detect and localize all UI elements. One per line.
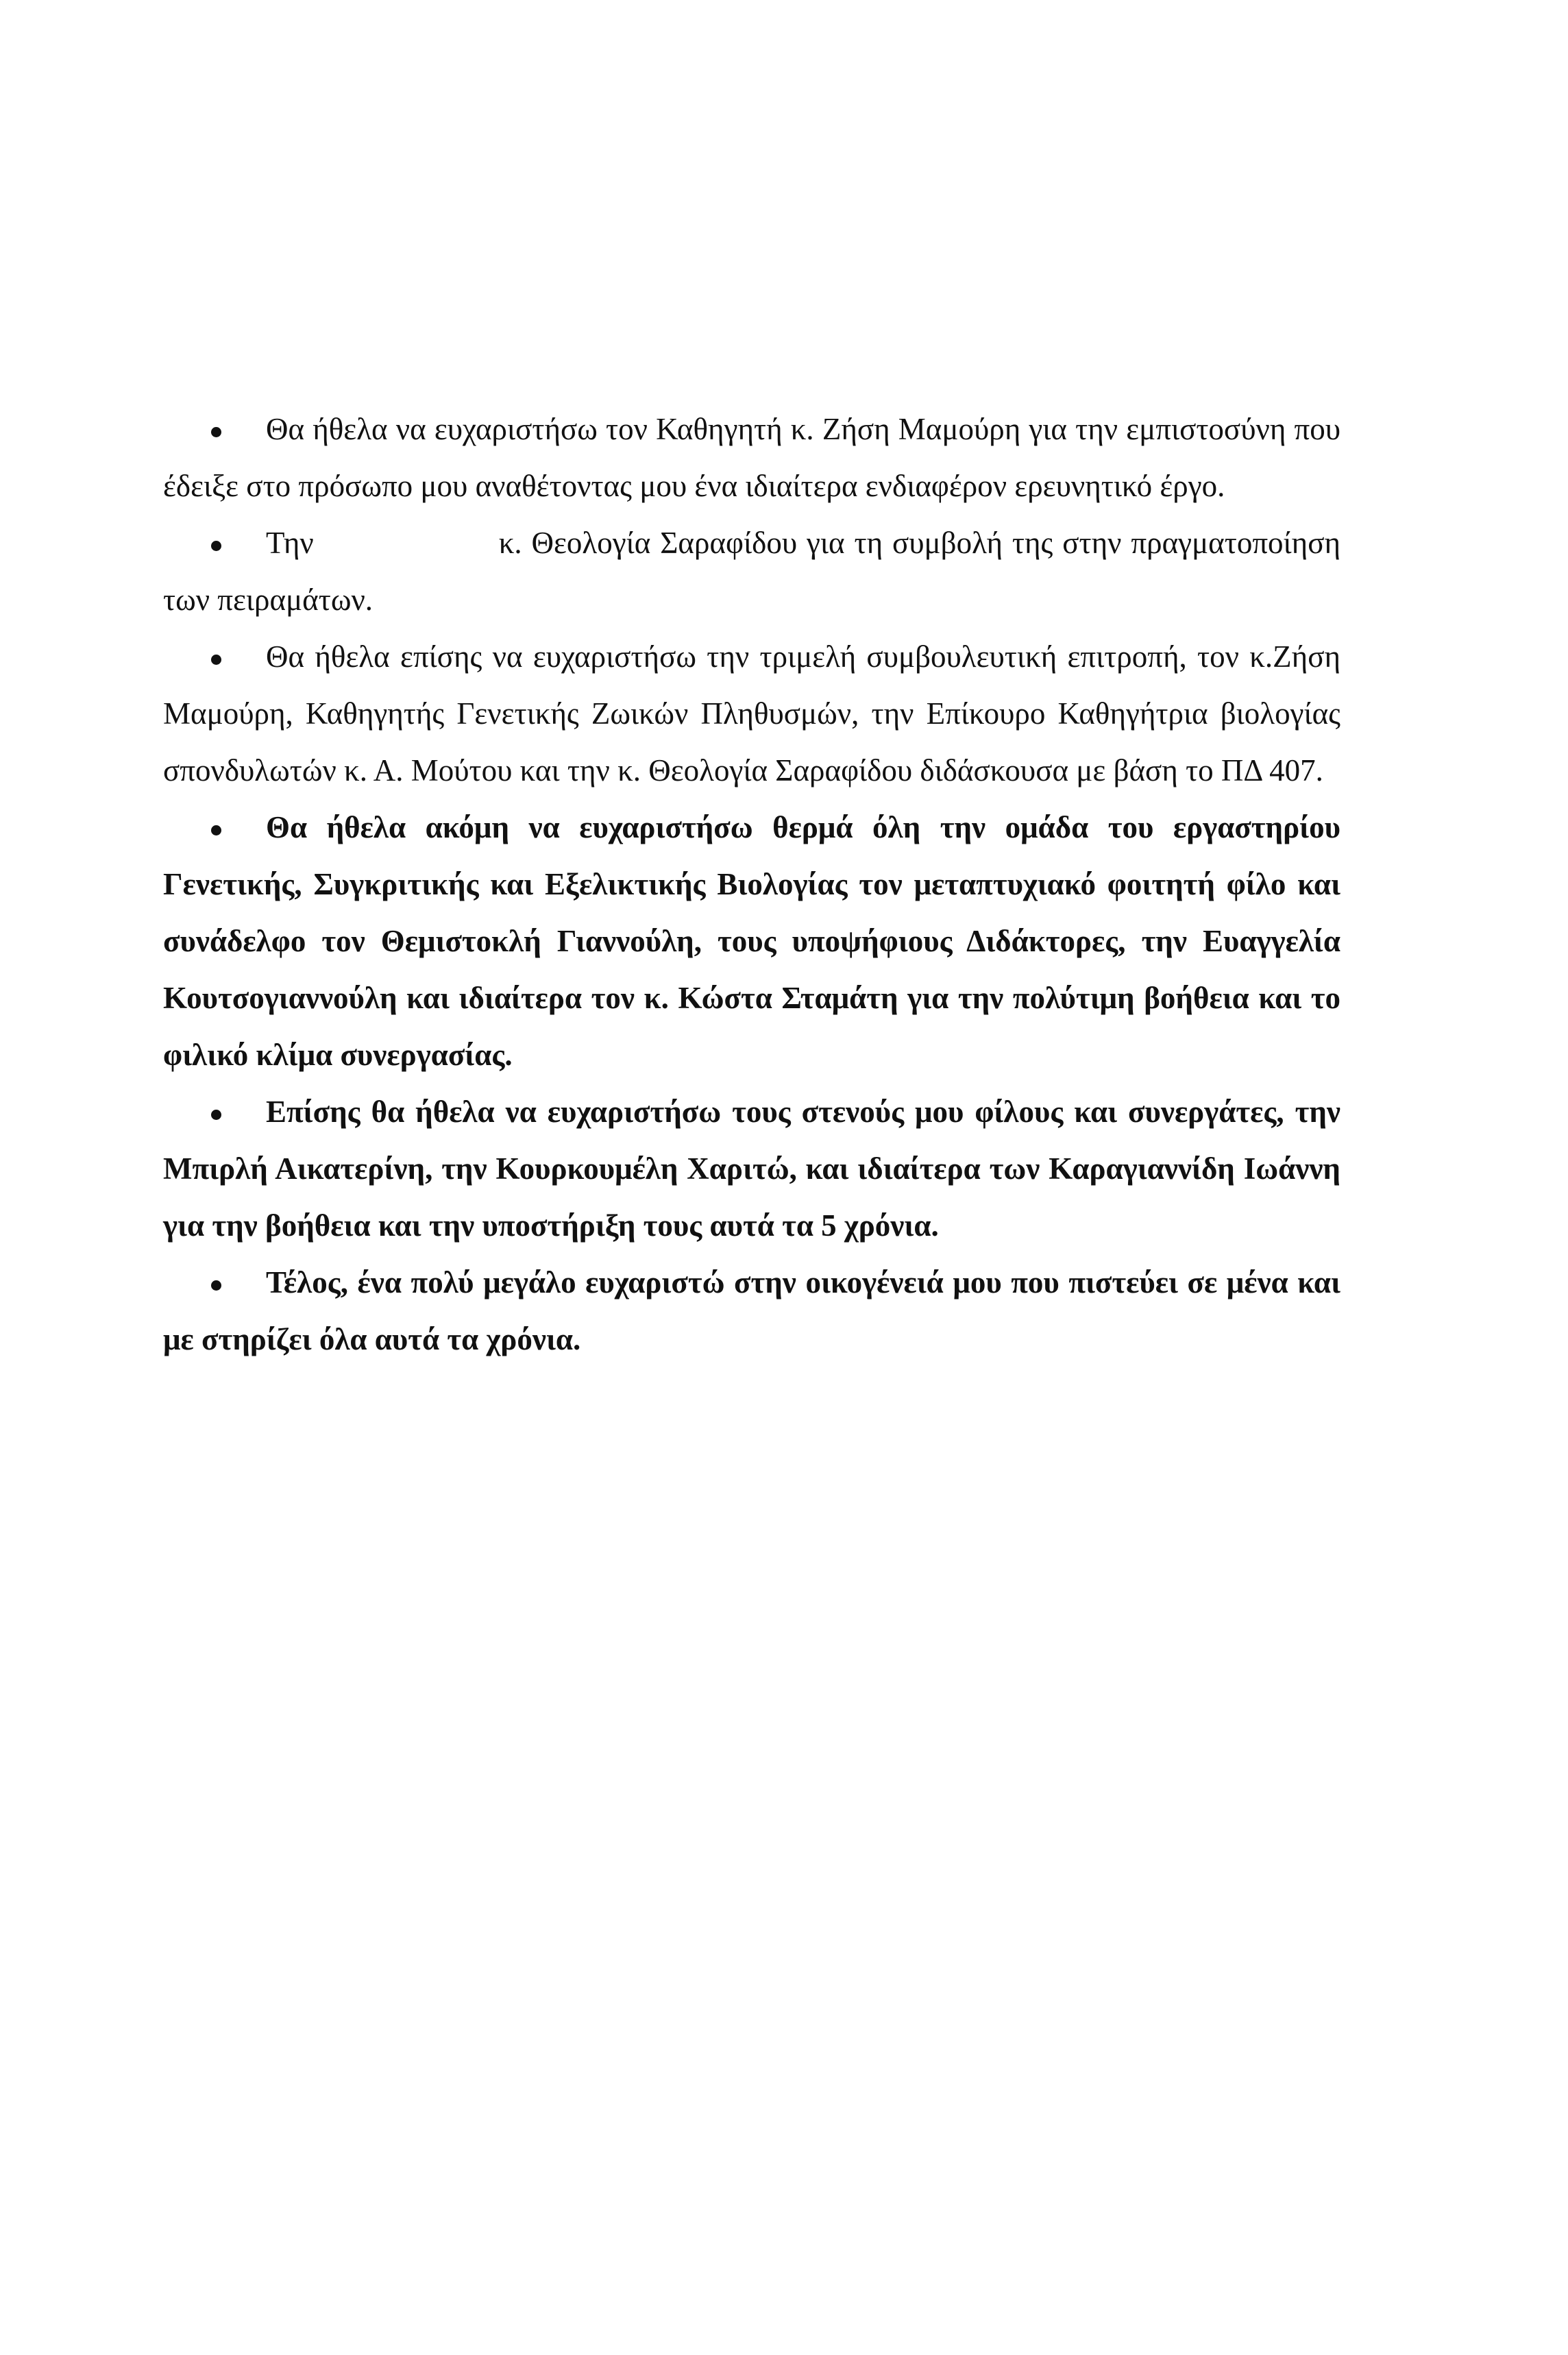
bullet-icon <box>211 541 221 551</box>
acknowledgements-list <box>163 401 1340 1368</box>
bullet-icon <box>211 655 221 665</box>
acknowledgement-item-2 <box>163 515 1340 629</box>
acknowledgement-item-5 <box>163 1084 1340 1254</box>
acknowledgement-text: Θα ήθελα ακόμη να ευχαριστήσω θερμά όλη την ομάδα του εργαστηρίου Γενετικής, Συγκριτικής και Εξελικτικής Βιολογίας τον μεταπτυχιακό φοιτητή φίλο και συνάδελφο τον Θεμιστοκλή Γιαννούλη, τους υποψήφιους Διδάκτορες, την Ευαγγελία Κουτσογιαννούλη και ιδιαίτερα τον κ. Κώστα Σταμάτη για την πολύτιμη βοήθεια και το φιλικό κλίμα συνεργασίας. <box>163 810 1340 1072</box>
acknowledgement-text: Επίσης θα ήθελα να ευχαριστήσω τους στενούς μου φίλους και συνεργάτες, την Μπιρλή Αικατερίνη, την Κουρκουμέλη Χαριτώ, και ιδιαίτερα των Καραγιαννίδη Ιωάννη για την βοήθεια και την υποστήριξη τους αυτά τα 5 χρόνια. <box>163 1095 1340 1243</box>
acknowledgement-item-6 <box>163 1254 1340 1368</box>
bullet-icon <box>211 1280 221 1291</box>
acknowledgement-text: Τέλος, ένα πολύ μεγάλο ευχαριστώ στην οικογένειά μου που πιστεύει σε μένα και με στηρίζει όλα αυτά τα χρόνια. <box>163 1265 1340 1356</box>
bullet-icon <box>211 427 221 437</box>
bullet-icon <box>211 825 221 835</box>
bullet-icon <box>211 1110 221 1120</box>
acknowledgement-item-4 <box>163 799 1340 1084</box>
acknowledgement-lead: Την <box>266 526 314 560</box>
acknowledgement-item-1 <box>163 401 1340 515</box>
acknowledgement-item-3 <box>163 629 1340 799</box>
acknowledgement-text: κ. Θεολογία Σαραφίδου για τη συμβολή της στην πραγματοποίηση των πειραμάτων. <box>163 526 1340 617</box>
acknowledgement-text: Θα ήθελα επίσης να ευχαριστήσω την τριμελή συμβουλευτική επιτροπή, τον κ.Ζήση Μαμούρη, Καθηγητής Γενετικής Ζωικών Πληθυσμών, την Επίκουρο Καθηγήτρια βιολογίας σπονδυλωτών κ. Α. Μούτου και την κ. Θεολογία Σαραφίδου διδάσκουσα με βάση το ΠΔ 407. <box>163 639 1340 788</box>
acknowledgement-text: Θα ήθελα να ευχαριστήσω τον Καθηγητή κ. Ζήση Μαμούρη για την εμπιστοσύνη που έδειξε στο πρόσωπο μου αναθέτοντας μου ένα ιδιαίτερα ενδιαφέρον ερευνητικό έργο. <box>163 412 1340 503</box>
